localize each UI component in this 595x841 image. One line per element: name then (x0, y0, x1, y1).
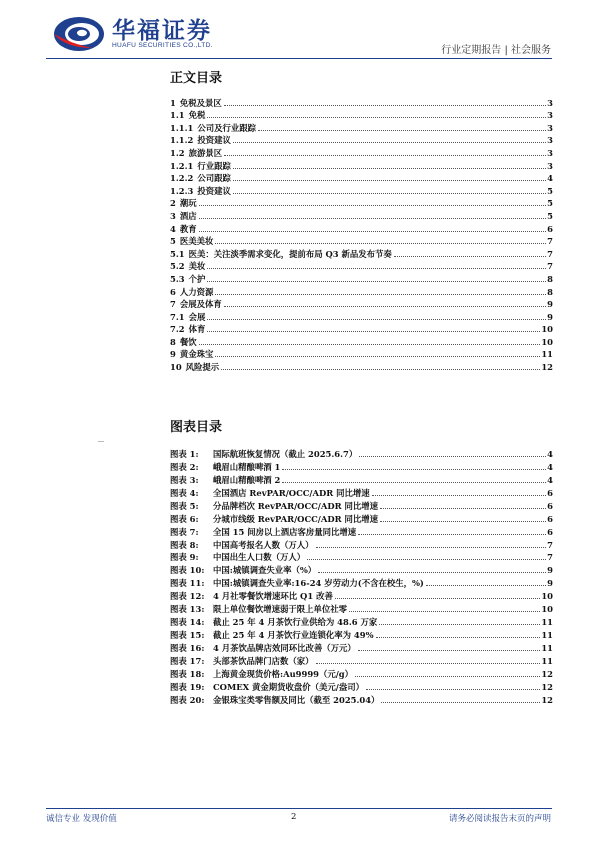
table-of-contents (170, 95, 553, 372)
entry-page: 12 (541, 668, 553, 679)
leader-dots (282, 469, 546, 470)
entry-title: 体育 (188, 324, 206, 335)
entry-number: 图表 5: (170, 500, 199, 511)
page-number: 2 (291, 812, 297, 822)
leader-dots (207, 319, 546, 320)
toc-entry[interactable] (170, 145, 553, 158)
entry-title: 全国酒店 RevPAR/OCC/ADR 同比增速 (213, 487, 370, 498)
entry-number: 图表 3: (170, 474, 199, 485)
toc-entry[interactable] (170, 221, 553, 234)
entry-page: 9 (547, 578, 553, 589)
entry-title: 投资建议 (197, 135, 231, 146)
toc-title: 正文目录 (170, 71, 223, 86)
leader-dots (199, 231, 547, 232)
entry-number: 8 (170, 336, 176, 347)
figure-entry[interactable] (170, 446, 553, 459)
entry-title: 全国 15 间房以上酒店客房量同比增速 (213, 526, 357, 537)
entry-number: 图表 1: (170, 448, 199, 459)
entry-title: 金银珠宝类零售额及同比（截至 2025.04） (213, 694, 380, 705)
toc-entry[interactable] (170, 259, 553, 272)
leader-dots (258, 130, 546, 131)
leader-dots (224, 155, 546, 156)
entry-number: 图表 7: (170, 526, 199, 537)
entry-title: 中国:城镇调查失业率:16-24 岁劳动力(不含在校生，%) (213, 578, 424, 589)
toc-entry[interactable] (170, 171, 553, 184)
entry-title: 分城市线级 RevPAR/OCC/ADR 同比增速 (213, 513, 378, 524)
figure-entry[interactable] (170, 524, 553, 537)
entry-number: 2 (170, 198, 176, 209)
entry-title: 免税 (188, 110, 206, 121)
report-type: 行业定期报告 | 社会服务 (441, 45, 551, 56)
figure-entry[interactable] (170, 498, 553, 511)
entry-number: 图表 4: (170, 487, 199, 498)
entry-number: 图表 9: (170, 552, 199, 563)
entry-page: 10 (541, 336, 553, 347)
figure-entry[interactable] (170, 692, 553, 705)
entry-page: 3 (547, 122, 553, 133)
entry-page: 3 (547, 147, 553, 158)
entry-title: 截止 25 年 4 月茶饮行业供给为 48.6 万家 (213, 617, 378, 628)
toc-entry[interactable] (170, 95, 553, 108)
leader-dots (207, 268, 546, 269)
toc-entry[interactable] (170, 322, 553, 335)
entry-title: 头部茶饮品牌门店数（家） (213, 655, 314, 666)
entry-title: 黄金珠宝 (179, 349, 214, 360)
entry-page: 3 (547, 135, 553, 146)
entry-page: 4 (547, 461, 553, 472)
leader-dots (207, 117, 546, 118)
toc-entry[interactable] (170, 297, 553, 310)
leader-dots (215, 243, 546, 244)
entry-title: 限上单位餐饮增速弱于限上单位社零 (213, 604, 347, 615)
entry-number: 图表 6: (170, 513, 199, 524)
toc-entry[interactable] (170, 120, 553, 133)
entry-title: 公司及行业跟踪 (197, 122, 256, 133)
entry-number: 图表 14: (170, 617, 205, 628)
toc-entry[interactable] (170, 183, 553, 196)
entry-number: 5 (170, 236, 176, 247)
figure-entry[interactable] (170, 614, 553, 627)
footer-divider (46, 808, 552, 809)
entry-number: 1.2 (170, 147, 185, 158)
entry-title: 截止 25 年 4 月茶饮行业连锁化率为 49% (213, 630, 374, 641)
footer-slogan: 诚信专业 发现价值 (46, 814, 117, 824)
entry-title: 4 月社零餐饮增速环比 Q1 改善 (213, 591, 333, 602)
entry-page: 5 (547, 185, 553, 196)
leader-dots (316, 663, 541, 664)
leader-dots (233, 193, 546, 194)
leader-dots (307, 559, 546, 560)
entry-title: 会展 (188, 311, 206, 322)
entry-title: COMEX 黄金期货收盘价（美元/盎司） (213, 681, 364, 692)
entry-number: 图表 17: (170, 655, 205, 666)
entry-title: 公司跟踪 (197, 173, 231, 184)
figure-entry[interactable] (170, 627, 553, 640)
entry-number: 1.1 (170, 110, 185, 121)
entry-page: 11 (541, 617, 553, 628)
leader-dots (318, 572, 546, 573)
entry-title: 餐饮 (179, 336, 197, 347)
entry-page: 5 (547, 210, 553, 221)
entry-number: 图表 18: (170, 668, 205, 679)
entry-number: 图表 11: (170, 578, 205, 589)
toc-entry[interactable] (170, 196, 553, 209)
entry-title: 酒店 (179, 210, 197, 221)
leader-dots (358, 650, 541, 651)
entry-page: 7 (547, 236, 553, 247)
leader-dots (379, 624, 540, 625)
entry-number: 图表 16: (170, 643, 205, 653)
figure-entry[interactable] (170, 601, 553, 614)
leader-dots (215, 356, 540, 357)
leader-dots (233, 180, 546, 181)
toc-entry[interactable] (170, 158, 553, 171)
leader-dots (199, 218, 547, 219)
entry-page: 6 (547, 513, 553, 524)
entry-page: 10 (541, 591, 553, 602)
huafu-logo-icon (52, 14, 106, 54)
entry-number: 5.1 (170, 248, 185, 259)
toc-entry[interactable] (170, 309, 553, 322)
entry-page: 11 (541, 349, 553, 360)
leader-dots (394, 256, 546, 257)
leader-dots (335, 598, 541, 599)
leader-dots (355, 676, 540, 677)
leader-dots (372, 495, 547, 496)
entry-page: 11 (541, 630, 553, 641)
entry-page: 8 (547, 273, 553, 284)
entry-title: 中国出生人口数（万人） (213, 552, 306, 563)
entry-title: 峨眉山精酿啤酒 1 (213, 461, 281, 472)
leader-dots (207, 331, 540, 332)
leader-dots (224, 306, 546, 307)
leader-dots (199, 344, 541, 345)
entry-page: 9 (547, 299, 553, 310)
entry-page: 10 (541, 604, 553, 615)
leader-dots (316, 547, 547, 548)
entry-number: 图表 12: (170, 591, 205, 602)
leader-dots (380, 508, 546, 509)
figure-entry[interactable] (170, 472, 553, 485)
entry-page: 11 (541, 643, 553, 653)
entry-page: 9 (547, 311, 553, 322)
logo-english-name: HUAFU SECURITIES CO.,LTD. (112, 42, 213, 49)
footer-disclaimer: 请务必阅读报告末页的声明 (448, 814, 551, 824)
leader-dots (199, 205, 547, 206)
entry-number: 3 (170, 210, 176, 221)
toc-entry[interactable] (170, 234, 553, 247)
entry-title: 分品牌档次 RevPAR/OCC/ADR 同比增速 (213, 500, 378, 511)
entry-number: 图表 19: (170, 681, 205, 692)
leader-dots (426, 585, 546, 586)
entry-number: 图表 2: (170, 461, 199, 472)
figure-entry[interactable] (170, 588, 553, 601)
entry-title: 峨眉山精酿啤酒 2 (213, 474, 281, 485)
toc-entry[interactable] (170, 284, 553, 297)
entry-title: 行业跟踪 (197, 160, 231, 171)
leader-dots (380, 521, 546, 522)
entry-page: 4 (547, 448, 553, 459)
margin-mark (98, 441, 104, 442)
entry-number: 1.1.1 (170, 122, 194, 133)
entry-title: 潮玩 (179, 198, 197, 209)
entry-title: 风险提示 (185, 362, 220, 373)
figure-entry[interactable] (170, 511, 553, 524)
entry-page: 7 (547, 552, 553, 563)
entry-title: 美妆 (188, 261, 206, 272)
leader-dots (224, 105, 546, 106)
figure-entry[interactable] (170, 575, 553, 588)
entry-title: 教育 (179, 223, 197, 234)
entry-number: 1.1.2 (170, 135, 194, 146)
figure-entry[interactable] (170, 666, 553, 679)
entry-title: 中国:城镇调查失业率（%） (213, 565, 317, 576)
entry-title: 免税及景区 (179, 97, 222, 108)
entry-page: 3 (547, 110, 553, 121)
entry-title: 医美：关注淡季需求变化，提前布局 Q3 新品发布节奏 (188, 248, 392, 259)
entry-page: 4 (547, 173, 553, 184)
entry-title: 上海黄金现货价格:Au9999（元/g） (213, 668, 354, 679)
entry-number: 4 (170, 223, 176, 234)
figure-entry[interactable] (170, 653, 553, 666)
entry-page: 6 (547, 526, 553, 537)
entry-title: 人力资源 (179, 286, 214, 297)
entry-page: 10 (541, 324, 553, 335)
header-divider (46, 58, 552, 59)
figure-entry[interactable] (170, 562, 553, 575)
leader-dots (221, 369, 540, 370)
entry-page: 3 (547, 160, 553, 171)
entry-number: 5.2 (170, 261, 185, 272)
entry-number: 图表 8: (170, 539, 199, 550)
entry-page: 12 (541, 362, 553, 373)
toc-entry[interactable] (170, 133, 553, 146)
entry-number: 1.2.3 (170, 185, 194, 196)
entry-page: 9 (547, 565, 553, 576)
entry-page: 4 (547, 474, 553, 485)
entry-title: 个护 (188, 273, 206, 284)
entry-page: 7 (547, 539, 553, 550)
entry-number: 10 (170, 362, 182, 373)
leader-dots (381, 702, 540, 703)
entry-page: 8 (547, 286, 553, 297)
entry-page: 12 (541, 681, 553, 692)
entry-number: 1 (170, 97, 176, 108)
leader-dots (376, 637, 541, 638)
entry-page: 11 (541, 655, 553, 666)
entry-title: 国际航班恢复情况（截止 2025.6.7） (213, 448, 358, 459)
toc-entry[interactable] (170, 271, 553, 284)
entry-number: 9 (170, 349, 176, 360)
entry-title: 中国高考报名人数（万人） (213, 539, 314, 550)
entry-page: 7 (547, 248, 553, 259)
entry-number: 6 (170, 286, 176, 297)
figure-entry[interactable] (170, 459, 553, 472)
entry-number: 5.3 (170, 273, 185, 284)
entry-number: 图表 20: (170, 694, 205, 705)
entry-title: 会展及体育 (179, 299, 222, 310)
entry-title: 医美美妆 (179, 236, 214, 247)
toc-entry[interactable] (170, 208, 553, 221)
entry-number: 图表 15: (170, 630, 205, 641)
leader-dots (233, 142, 546, 143)
entry-page: 5 (547, 198, 553, 209)
entry-page: 6 (547, 487, 553, 498)
leader-dots (359, 456, 546, 457)
leader-dots (358, 534, 546, 535)
figure-entry[interactable] (170, 640, 553, 653)
toc-entry[interactable] (170, 347, 553, 360)
entry-page: 12 (541, 694, 553, 705)
leader-dots (349, 611, 540, 612)
figure-entry[interactable] (170, 679, 553, 692)
leader-dots (215, 294, 546, 295)
entry-title: 4 月茶饮品牌店效同环比改善（万元） (213, 643, 356, 653)
toc-entry[interactable] (170, 108, 553, 121)
entry-page: 3 (547, 97, 553, 108)
entry-page: 6 (547, 223, 553, 234)
entry-page: 6 (547, 500, 553, 511)
figure-entry[interactable] (170, 537, 553, 550)
entry-title: 旅游景区 (188, 147, 223, 158)
entry-number: 图表 13: (170, 604, 205, 615)
leader-dots (207, 281, 546, 282)
entry-page: 7 (547, 261, 553, 272)
figure-entry[interactable] (170, 485, 553, 498)
entry-number: 7.2 (170, 324, 185, 335)
entry-title: 投资建议 (197, 185, 231, 196)
toc-entry[interactable] (170, 359, 553, 372)
entry-number: 7.1 (170, 311, 185, 322)
entry-number: 7 (170, 299, 176, 310)
toc-entry[interactable] (170, 246, 553, 259)
figures-title: 图表目录 (170, 420, 223, 435)
list-of-figures (170, 446, 553, 705)
toc-entry[interactable] (170, 334, 553, 347)
page-header (0, 0, 595, 62)
leader-dots (366, 689, 540, 690)
entry-number: 1.2.1 (170, 160, 194, 171)
leader-dots (233, 168, 546, 169)
entry-number: 1.2.2 (170, 173, 194, 184)
figure-entry[interactable] (170, 550, 553, 563)
entry-number: 图表 10: (170, 565, 205, 576)
leader-dots (282, 482, 546, 483)
logo-chinese-name: 华福证券 (112, 18, 212, 44)
